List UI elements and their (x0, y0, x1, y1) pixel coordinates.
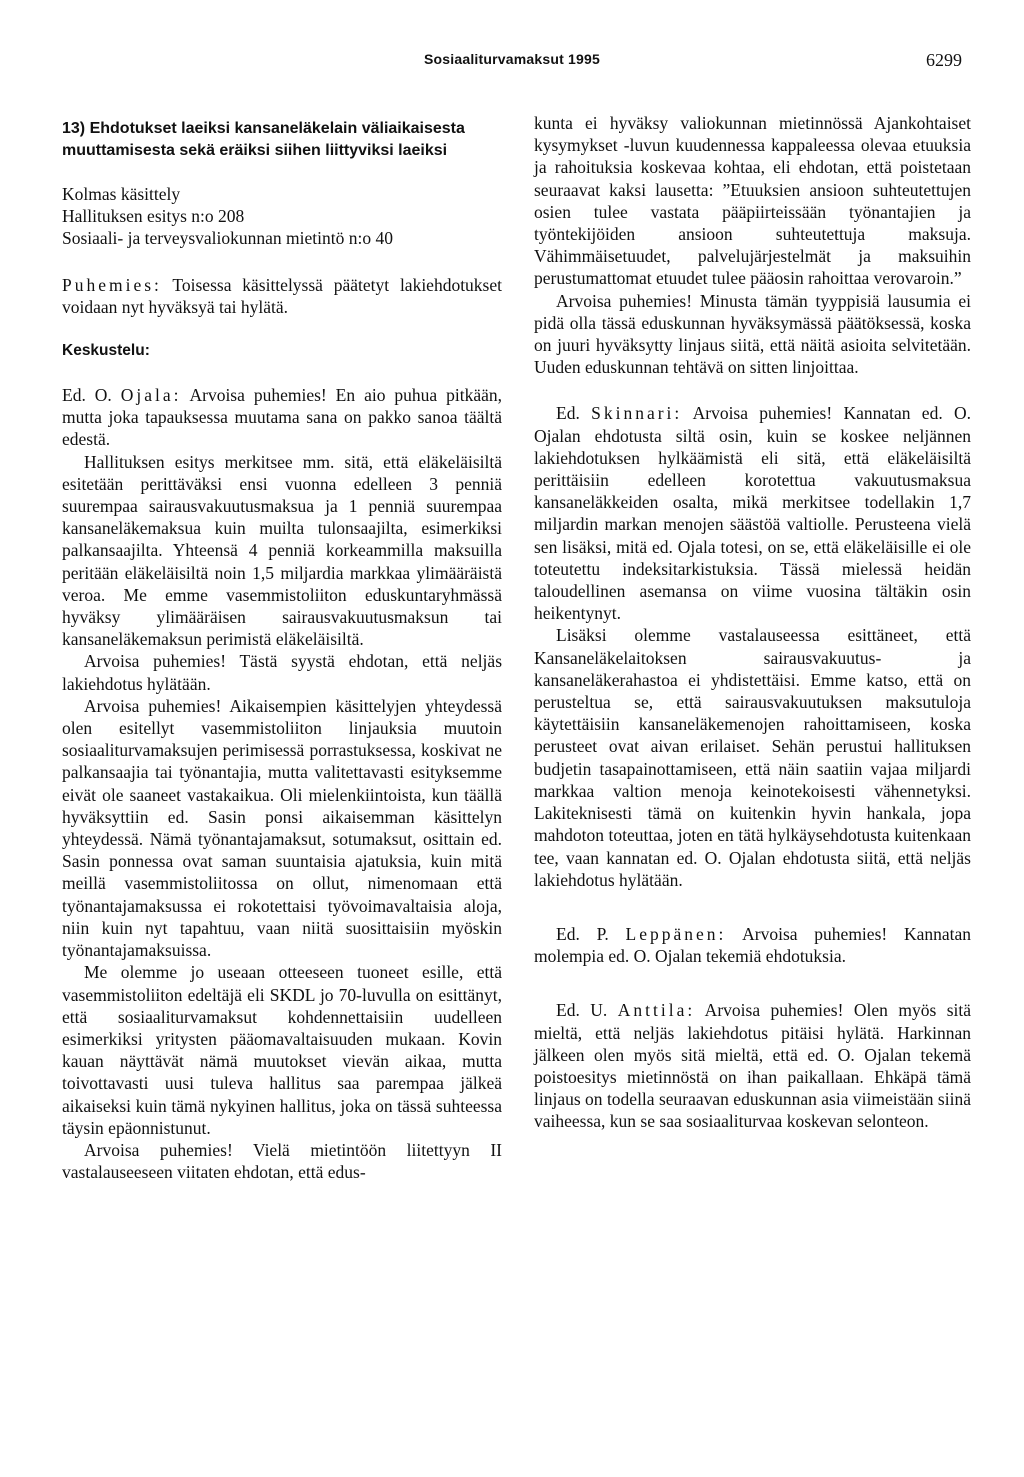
speaker-prefix: Ed. O. (62, 385, 121, 406)
speaker-name: Ojala: (120, 385, 182, 406)
speaker-name: Leppänen: (625, 923, 727, 944)
speech-text: Arvoisa puhemies! Olen myös sitä mieltä, että neljäs lakiehdotus pitäisi hylätä. Harkinnan jälkeen olen myös sitä mieltä, että ed. O. Ojalan tekemä poistoesitys mietinnöstä on ihan paikallaan. Ehkäpä tämä linjaus on todella seuraavan eduskunnan asia viimeistään siinä vaiheessa, kun se saa sosiaaliturvaa koskevan selonteon. (534, 1000, 972, 1132)
speaker-name: Anttila: (617, 1000, 696, 1021)
speech-anttila (534, 999, 971, 1132)
chair-statement (62, 274, 502, 318)
reading-info (62, 183, 502, 250)
speaker-name: Puhemies: (62, 274, 162, 295)
left-column (62, 118, 502, 1183)
paragraph: Arvoisa puhemies! Tästä syystä ehdotan, että neljäs lakiehdotus hylätään. (62, 651, 502, 694)
right-column (534, 112, 971, 1133)
paragraph: Hallituksen esitys merkitsee mm. sitä, että eläkeläisiltä esitetään perittäväksi ensi vuonna edelleen 3 penniä suurempaa sairausvakuutusmaksua ja 1 penniä suurempaa kansaneläkemaksua kuin muilta tulonsaajilta, esimerkiksi palkansaajilta. Yhteensä 4 penniä korkeammilla maksuilla peritään eläkeläisiltä noin 1,5 miljardia markkaa ylimääräistä veroa. Me emme vasemmistoliiton eduskuntaryhmässä hyväksy ylimääräisen sairausvakuutusmaksun tai kansaneläkemaksun perimistä eläkeläisiltä. (62, 451, 502, 650)
paragraph: kunta ei hyväksy valiokunnan mietinnössä Ajankohtaiset kysymykset -luvun kuudennessa kappaleessa olevaa etuuksia ja rahoituksia koskevaa kohtaa, eli ehdotan, että poistetaan seuraavat kaksi lausetta: ”Etuuksien ansioon suhteutettujen osien tulee vastata pääpiirteissään työnantajien ja työntekijöiden ansioon suhteutettuja maksuja. Vähimmäisetuudet, palvelujärjestelmät ja maksuihin perustumattomat etuudet tulee pääosin rahoittaa verovaroin.” (534, 113, 971, 289)
speaker-name: Skinnari: (591, 403, 683, 424)
discussion-label: Keskustelu: (62, 342, 150, 360)
running-title: Sosiaaliturvamaksut 1995 (423, 51, 600, 67)
section-heading: 13) Ehdotukset laeiksi kansaneläkelain väliaikaisesta muuttamisesta sekä eräiksi siihen liittyviksi laeiksi (62, 120, 465, 159)
paragraph: Me olemme jo useaan otteeseen tuoneet esille, että vasemmistoliiton edeltäjä eli SKDL jo 70-luvulla on esittänyt, että sosiaaliturvamaksut kohdennettaisiin uudelleen esimerkiksi yritysten pääomavaltaisuuden mukaan. Kovin kauan näyttävät nämä muutokset vievän aikaa, mutta toivottavasti uusi tuleva hallitus saa parempaa jälkeä aikaiseksi kuin tämä nykyinen hallitus, joka on tässä suhteessa täysin epäonnistunut. (62, 962, 502, 1138)
reading-stage: Kolmas käsittely (62, 184, 181, 204)
paragraph: Arvoisa puhemies! Vielä mietintöön liitettyyn II vastalauseeseen viitaten ehdotan, että edus- (62, 1139, 502, 1183)
paragraph: Arvoisa puhemies! Aikaisempien käsittelyjen yhteydessä olen esitellyt vasemmistoliiton linjauksia muutoin sosiaaliturvamaksujen perimisessä porrastuksessa, koskivat ne palkansaajia tai työnantajia, mutta valitettavasti esityksemme eivät ole saaneet vastakaikua. Oli mielenkiintoista, kun täällä hyväksyttiin ed. Sasin ponsi aikaisemman käsittelyn yhteydessä. Nämä työnantajamaksut, sotumaksut, osittain ed. Sasin ponnessa ovat saman suuntaisia ajatuksia, kuin mitä meillä vasemmistoliitossa on ollut, nimenomaan että työnantajamaksussa ei rokotettaisi työvoimavaltaisia aloja, niin kuin nyt tapahtuu, vaan niitä suosittaisiin myöskin työnantajamaksuissa. (62, 695, 502, 961)
speech-text: Arvoisa puhemies! Kannatan ed. O. Ojalan ehdotusta siltä osin, kuin se koskee neljännen lakiehdotuksen hylkäämistä eli sitä, että eläkeläisiltä perittäisiin edelleen korotettua vakuutusmaksua kansaneläkkeiden osalta, mikä merkitsee todellakin 1,7 miljardin markan menojen säästöä valtiolle. Perusteena vielä sen lisäksi, mitä ed. Ojala totesi, on se, että eläkeläisille ei ole toteutettu indeksitarkistuksia. Tässä mielessä heidän taloudellinen asemansa on viime vuosina tältäkin osin heikentynyt. (534, 403, 971, 624)
speech-text: Arvoisa puhemies! Kannatan molempia ed. O. Ojalan tekemiä ehdotuksia. (534, 923, 972, 967)
speech-leppanen (534, 923, 971, 967)
committee-report: Sosiaali- ja terveysvaliokunnan mietintö n:o 40 (62, 228, 393, 249)
speaker-prefix: Ed. P. (556, 923, 626, 944)
speaker-prefix: Ed. U. (556, 1000, 618, 1021)
page-number: 6299 (926, 50, 962, 70)
paragraph: Arvoisa puhemies! Minusta tämän tyyppisiä lausumia ei pidä olla tässä eduskunnan hyväksymässä päätöksessä, koska on juuri hyväksytty linjaus siitä, että näitä asioita selvitetään. Uuden eduskunnan tehtävä on sitten linjoittaa. (534, 290, 971, 378)
chair-text: Toisessa käsittelyssä päätetyt lakiehdotukset voidaan nyt hyväksyä tai hylätä. (62, 274, 502, 317)
government-proposal: Hallituksen esitys n:o 208 (62, 206, 245, 227)
speaker-prefix: Ed. (556, 403, 592, 424)
speech-ojala (62, 384, 502, 451)
paragraph: Lisäksi olemme vastalauseessa esittäneet, että Kansaneläkelaitoksen sairausvakuutus- ja kansaneläkerahastoa ei yhdistettäisi. Emme katso, että on perusteltua se, että sairausvakuutuksen maksutuloja käytettäisiin kansaneläkemenojen rahoittamiseen, koska perusteet ovat aivan erilaiset. Sehän perustui hallituksen budjetin tasapainottamiseen, että näin saatiin vajaa miljardi markkaa valtion menoja keinotekoisesti vähennetyksi. Lakiteknisesti tämä on kuitenkin hyvin hankala, jopa mahdoton toteuttaa, joten en tätä hylkäysehdotusta kuitenkaan tee, vaan kannatan ed. O. Ojalan ehdotusta siitä, että neljäs lakiehdotus hylätään. (534, 625, 971, 890)
speech-text: Arvoisa puhemies! En aio puhua pitkään, mutta joka tapauksessa muutama sana on pakko sanoa täältä edestä. (62, 385, 503, 450)
speech-skinnari (534, 402, 971, 624)
